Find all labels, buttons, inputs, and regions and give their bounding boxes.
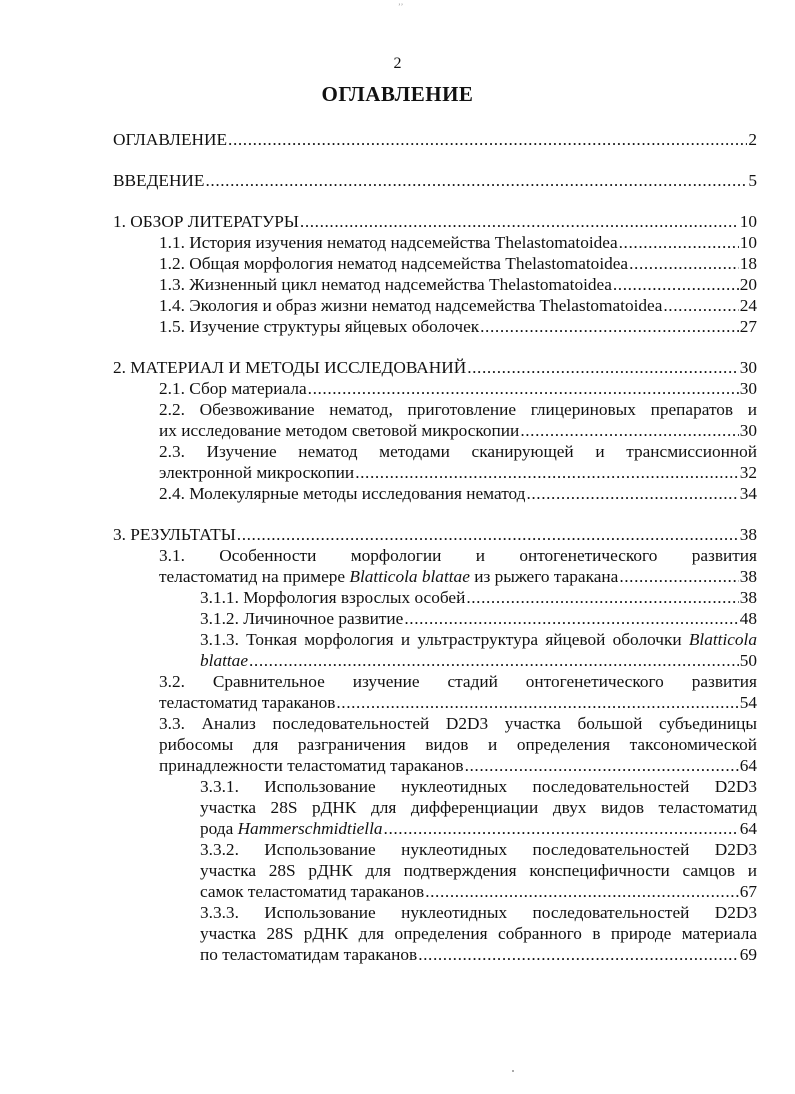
toc-entry-line (113, 211, 757, 232)
toc-entry[interactable] (113, 902, 757, 965)
toc-section (113, 129, 757, 150)
toc-entry-text: участка 28S рДНК для подтверждения конспецифичности самцов и (200, 861, 757, 880)
toc-entry[interactable] (113, 129, 757, 150)
toc-page-number: 34 (739, 484, 757, 503)
dot-leader (300, 211, 739, 232)
toc-entry-line (113, 441, 757, 462)
toc-entry-line (113, 755, 757, 776)
toc-entry-line (113, 692, 757, 713)
toc-entry[interactable] (113, 608, 757, 629)
toc-entry-text: 3.3.1. Использование нуклеотидных последовательностей D2D3 (200, 777, 757, 796)
toc-entry-line (113, 232, 757, 253)
dot-leader (480, 316, 739, 337)
dot-leader (465, 755, 739, 776)
dot-leader (228, 129, 747, 150)
toc-page-number: 18 (739, 254, 757, 273)
toc-entry-text: 3.1. Особенности морфологии и онтогенетического развития (159, 546, 757, 565)
toc-entry-text: электронной микроскопии (159, 463, 355, 482)
toc-page-number: 30 (739, 358, 757, 377)
toc-section (113, 211, 757, 337)
toc-entry-text: 3. РЕЗУЛЬТАТЫ (113, 525, 236, 544)
toc-entry-text: 2.2. Обезвоживание нематод, приготовление глицериновых препаратов и (159, 400, 757, 419)
toc-entry-line (113, 650, 757, 671)
toc-entry-line (113, 797, 757, 818)
toc-entry[interactable] (113, 776, 757, 839)
toc-entry-text: 3.3.3. Использование нуклеотидных последовательностей D2D3 (200, 903, 757, 922)
toc-entry-text: участка 28S рДНК для дифференциации двух видов теластоматид (200, 798, 757, 817)
toc-entry-line (113, 839, 757, 860)
toc-page-number: 38 (739, 567, 757, 586)
toc-entry-text: ВВЕДЕНИЕ (113, 171, 205, 190)
toc-entry-text: 1.5. Изучение структуры яйцевых оболочек (159, 317, 480, 336)
dot-leader (384, 818, 739, 839)
toc-entry-text: 2.1. Сбор материала (159, 379, 307, 398)
dot-leader (237, 524, 739, 545)
toc-entry-line (113, 587, 757, 608)
toc-entry[interactable] (113, 545, 757, 587)
toc-entry[interactable] (113, 232, 757, 253)
dot-leader (466, 587, 738, 608)
toc-entry-text: 3.1.3. Тонкая морфология и ультраструктура яйцевой оболочки Blatticola (200, 630, 757, 649)
toc-entry-text: их исследование методом световой микроскопии (159, 421, 520, 440)
toc-entry-text: 3.1.1. Морфология взрослых особей (200, 588, 466, 607)
toc-entry-line (113, 524, 757, 545)
toc-entry-line (113, 462, 757, 483)
toc-entry-text: теластоматид на примере Blatticola blattae из рыжего таракана (159, 567, 619, 586)
toc-entry[interactable] (113, 316, 757, 337)
toc-entry[interactable] (113, 295, 757, 316)
toc-page-number: 50 (739, 651, 757, 670)
dot-leader (629, 253, 739, 274)
toc-page-number: 5 (748, 171, 757, 190)
toc-page-number: 10 (739, 212, 757, 231)
toc-entry[interactable] (113, 357, 757, 378)
dot-leader (425, 881, 739, 902)
page-title: ОГЛАВЛЕНИЕ (321, 82, 474, 106)
dot-leader (619, 232, 739, 253)
toc-entry-line (113, 316, 757, 337)
toc-entry-text: 3.2. Сравнительное изучение стадий онтогенетического развития (159, 672, 757, 691)
toc-entry[interactable] (113, 713, 757, 776)
dot-leader (619, 566, 738, 587)
toc-entry-text: принадлежности теластоматид тараканов (159, 756, 464, 775)
toc-entry[interactable] (113, 441, 757, 483)
toc-entry-text: участка 28S рДНК для определения собранного в природе материала (200, 924, 757, 943)
toc-page-number: 2 (748, 130, 757, 149)
toc-entry[interactable] (113, 399, 757, 441)
toc-entry[interactable] (113, 378, 757, 399)
toc-entry[interactable] (113, 483, 757, 504)
toc-entry-text: по теластоматидам тараканов (200, 945, 418, 964)
toc-entry-line (113, 776, 757, 797)
toc-section (113, 170, 757, 191)
toc-entry-text: ОГЛАВЛЕНИЕ (113, 130, 228, 149)
dot-leader (663, 295, 738, 316)
toc-entry-text: 3.3.2. Использование нуклеотидных последовательностей D2D3 (200, 840, 757, 859)
dot-leader (467, 357, 739, 378)
toc-entry-line (113, 129, 757, 150)
toc-entry[interactable] (113, 587, 757, 608)
scan-speck (512, 1070, 514, 1072)
toc-page-number: 64 (739, 756, 757, 775)
toc-entry-text: 3.1.2. Личиночное развитие (200, 609, 404, 628)
toc-page-number: 67 (739, 882, 757, 901)
toc-page-number: 32 (739, 463, 757, 482)
dot-leader (205, 170, 747, 191)
toc-entry-line (113, 378, 757, 399)
toc-page-number: 30 (739, 421, 757, 440)
dot-leader (336, 692, 738, 713)
toc-page-number: 30 (739, 379, 757, 398)
toc-entry-line (113, 170, 757, 191)
toc-entry[interactable] (113, 629, 757, 671)
toc-entry-line (113, 274, 757, 295)
scan-mark: ʼʼ (398, 2, 404, 11)
toc-entry-text: 3.3. Анализ последовательностей D2D3 участка большой субъединицы (159, 714, 757, 733)
toc-entry-line (113, 944, 757, 965)
toc-entry-line (113, 357, 757, 378)
toc-entry-text: 2.3. Изучение нематод методами сканирующей и трансмиссионной (159, 442, 757, 461)
dot-leader (249, 650, 739, 671)
toc-entry-line (113, 399, 757, 420)
toc-entry-line (113, 629, 757, 650)
toc-entry-text: теластоматид тараканов (159, 693, 336, 712)
toc-entry[interactable] (113, 671, 757, 713)
toc-entry-text: blattae (200, 651, 248, 670)
page-number: 2 (393, 55, 402, 72)
toc-page-number: 24 (739, 296, 757, 315)
table-of-contents (113, 129, 757, 965)
toc-page-number: 54 (739, 693, 757, 712)
toc-entry-text: самок теластоматид тараканов (200, 882, 425, 901)
toc-page-number: 20 (739, 275, 757, 294)
toc-entry-text: 1. ОБЗОР ЛИТЕРАТУРЫ (113, 212, 299, 231)
toc-page-number: 10 (739, 233, 757, 252)
toc-page-number: 64 (739, 819, 757, 838)
toc-entry-line (113, 295, 757, 316)
toc-entry[interactable] (113, 274, 757, 295)
toc-entry[interactable] (113, 170, 757, 191)
toc-section (113, 357, 757, 504)
toc-entry-line (113, 713, 757, 734)
toc-entry-line (113, 923, 757, 944)
toc-entry-text: 1.3. Жизненный цикл нематод надсемейства Thelastomatoidea (159, 275, 612, 294)
dot-leader (418, 944, 739, 965)
toc-entry-line (113, 818, 757, 839)
dot-leader (520, 420, 738, 441)
toc-entry-line (113, 483, 757, 504)
toc-entry-line (113, 881, 757, 902)
toc-entry[interactable] (113, 253, 757, 274)
toc-entry-line (113, 902, 757, 923)
toc-page-number: 48 (739, 609, 757, 628)
toc-entry-line (113, 420, 757, 441)
dot-leader (613, 274, 739, 295)
toc-entry-text: 1.4. Экология и образ жизни нематод надсемейства Thelastomatoidea (159, 296, 663, 315)
toc-entry-line (113, 671, 757, 692)
toc-entry-text: 2.4. Молекулярные методы исследования нематод (159, 484, 526, 503)
toc-entry-line (113, 566, 757, 587)
toc-entry-line (113, 253, 757, 274)
dot-leader (404, 608, 738, 629)
toc-entry-line (113, 545, 757, 566)
toc-entry[interactable] (113, 211, 757, 232)
toc-entry-text: рибосомы для разграничения видов и определения таксономической (159, 735, 757, 754)
toc-entry-line (113, 608, 757, 629)
toc-entry-text: 1.2. Общая морфология нематод надсемейства Thelastomatoidea (159, 254, 629, 273)
toc-entry-text: 2. МАТЕРИАЛ И МЕТОДЫ ИССЛЕДОВАНИЙ (113, 358, 467, 377)
toc-page-number: 27 (739, 317, 757, 336)
toc-page-number: 38 (739, 588, 757, 607)
toc-page-number: 38 (739, 525, 757, 544)
dot-leader (355, 462, 739, 483)
toc-section (113, 524, 757, 965)
dot-leader (308, 378, 739, 399)
toc-page-number: 69 (739, 945, 757, 964)
toc-entry-line (113, 860, 757, 881)
toc-entry-text: рода Hammerschmidtiella (200, 819, 383, 838)
toc-entry[interactable] (113, 524, 757, 545)
dot-leader (526, 483, 738, 504)
toc-entry-text: 1.1. История изучения нематод надсемейства Thelastomatoidea (159, 233, 618, 252)
toc-entry-line (113, 734, 757, 755)
toc-entry[interactable] (113, 839, 757, 902)
